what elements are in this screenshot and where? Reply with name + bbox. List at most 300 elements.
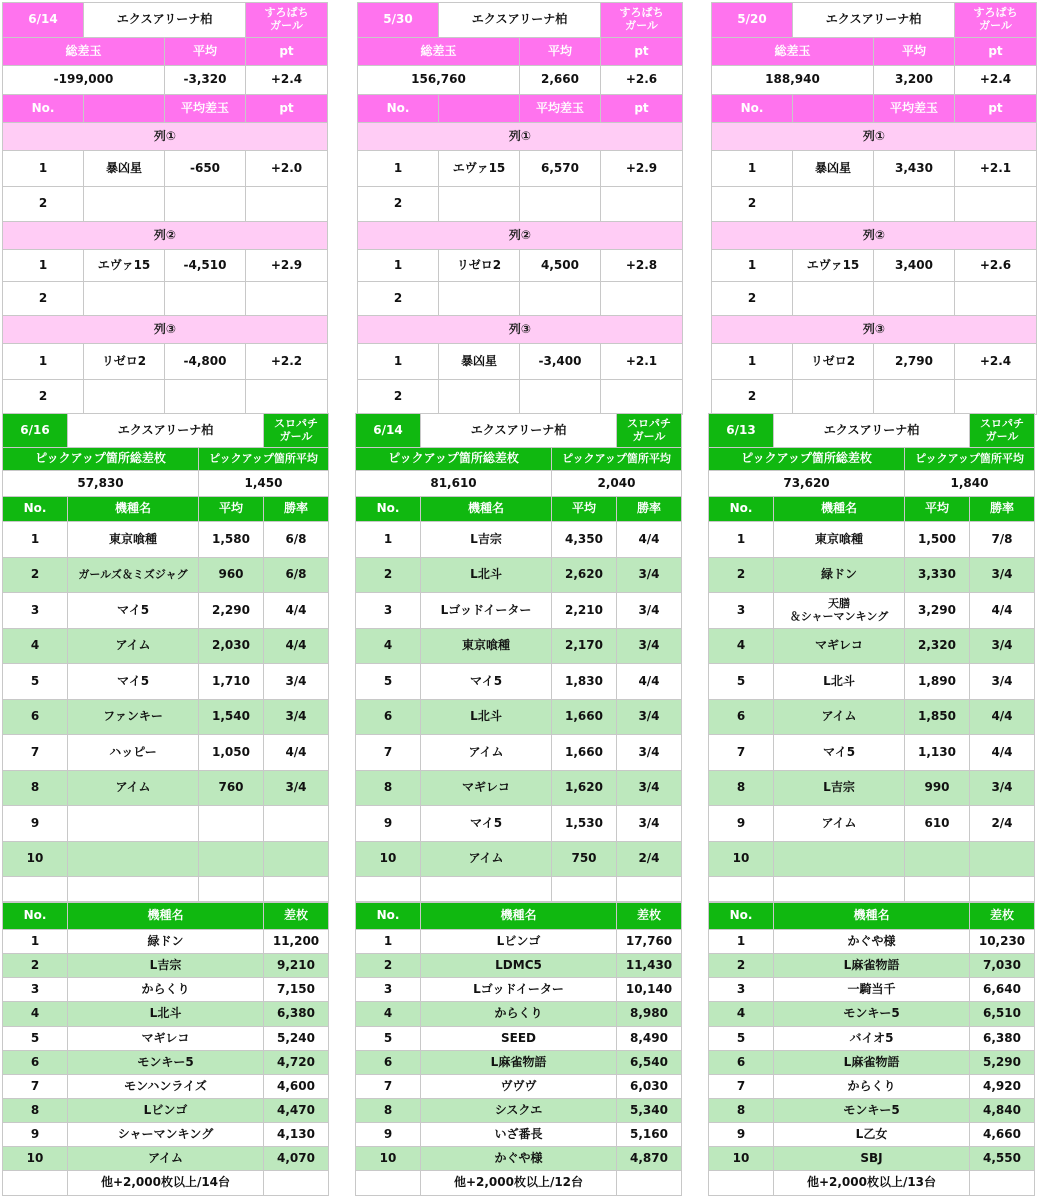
- table-cell: 1,620: [552, 771, 617, 806]
- table-row: [356, 558, 682, 593]
- table-row: [712, 151, 1037, 187]
- table-row: [3, 250, 328, 282]
- ranking-row: [356, 954, 682, 978]
- column-header: 平均差玉: [874, 95, 955, 123]
- summary-value-row: [358, 66, 683, 95]
- column-header: 機種名: [421, 497, 552, 522]
- column-header-row: [358, 95, 683, 123]
- total-diff-value: 73,620: [709, 471, 905, 497]
- table-cell: [84, 380, 165, 415]
- table-cell: [165, 282, 246, 316]
- table-cell: 3/4: [617, 629, 682, 664]
- table-cell: 4/4: [970, 593, 1035, 629]
- table-cell: [955, 187, 1037, 222]
- table-cell: [199, 806, 264, 842]
- column-header: No.: [712, 95, 793, 123]
- table-cell: [793, 380, 874, 415]
- table-cell: 1,580: [199, 522, 264, 558]
- empty-cell: [709, 877, 774, 902]
- table-cell: モンキー5: [774, 1002, 970, 1027]
- summary-header: pt: [246, 38, 328, 66]
- table-row: [3, 558, 329, 593]
- table-cell: 1: [356, 522, 421, 558]
- table-cell: 2: [358, 282, 439, 316]
- table-cell: 7,030: [970, 954, 1035, 978]
- table-cell: [439, 380, 520, 415]
- column-header: 差枚: [970, 903, 1035, 930]
- table-cell: 6,510: [970, 1002, 1035, 1027]
- table-cell: 5: [356, 1027, 421, 1051]
- column-header: 平均: [905, 497, 970, 522]
- table-cell: [199, 842, 264, 877]
- table-cell: -4,800: [165, 344, 246, 380]
- row-group-label: 列②: [712, 222, 1037, 250]
- table-cell: マイ5: [68, 664, 199, 700]
- table-cell: L麻雀物語: [774, 1051, 970, 1075]
- column-header: [439, 95, 520, 123]
- table-cell: L吉宗: [68, 954, 264, 978]
- store-name: エクスアリーナ柏: [68, 414, 264, 448]
- table-cell: 6,380: [970, 1027, 1035, 1051]
- panel-header: [3, 414, 329, 448]
- table-cell: 3: [709, 978, 774, 1002]
- table-cell: 6: [3, 700, 68, 735]
- table-cell: [601, 187, 683, 222]
- average-value: 2,040: [552, 471, 682, 497]
- table-cell: [601, 380, 683, 415]
- ranking-row: [3, 978, 329, 1002]
- table-row: [3, 282, 328, 316]
- table-cell: 9: [3, 1123, 68, 1147]
- table-cell: リゼロ2: [793, 344, 874, 380]
- total-diff-value: 57,830: [3, 471, 199, 497]
- ranking-row: [709, 1123, 1035, 1147]
- ranking-row: [356, 1051, 682, 1075]
- column-header: [84, 95, 165, 123]
- group-label-row: [3, 222, 328, 250]
- column-header: 平均: [199, 497, 264, 522]
- table-cell: 1,500: [905, 522, 970, 558]
- table-cell: +2.1: [955, 151, 1037, 187]
- ranking-row: [709, 954, 1035, 978]
- tag-label: スロパチ ガール: [970, 414, 1035, 448]
- average-value: 2,660: [520, 66, 601, 95]
- table-cell: 3/4: [264, 664, 329, 700]
- table-cell: +2.0: [246, 151, 328, 187]
- table-cell: 4: [356, 629, 421, 664]
- table-row: [712, 344, 1037, 380]
- table-row: [356, 842, 682, 877]
- column-header: 機種名: [774, 903, 970, 930]
- table-cell: 6: [709, 1051, 774, 1075]
- ranking-row: [3, 954, 329, 978]
- table-cell: 1,540: [199, 700, 264, 735]
- summary-header-row: [3, 38, 328, 66]
- summary-value-row: [3, 471, 329, 497]
- date-cell: 6/14: [3, 3, 84, 38]
- group-label-row: [358, 123, 683, 151]
- table-row: [356, 735, 682, 771]
- table-cell: [439, 187, 520, 222]
- table-cell: 7: [356, 1075, 421, 1099]
- table-cell: 2: [3, 954, 68, 978]
- table-row: [712, 187, 1037, 222]
- table-cell: 2: [712, 380, 793, 415]
- summary-header: ピックアップ箇所総差枚: [3, 448, 199, 471]
- table-cell: 10: [356, 842, 421, 877]
- table-cell: 9: [709, 806, 774, 842]
- table-cell: [439, 282, 520, 316]
- table-cell: L麻雀物語: [421, 1051, 617, 1075]
- table-cell: エヴァ15: [793, 250, 874, 282]
- table-cell: 4,130: [264, 1123, 329, 1147]
- table-cell: 2,290: [199, 593, 264, 629]
- table-cell: L麻雀物語: [774, 954, 970, 978]
- table-cell: 4/4: [617, 522, 682, 558]
- table-row: [709, 700, 1035, 735]
- table-cell: LDMC5: [421, 954, 617, 978]
- ranking-row: [356, 1147, 682, 1171]
- table-cell: 7: [709, 735, 774, 771]
- table-cell: [520, 282, 601, 316]
- table-cell: L北斗: [421, 558, 552, 593]
- summary-header: ピックアップ箇所平均: [905, 448, 1035, 471]
- column-header: 差枚: [617, 903, 682, 930]
- table-cell: 2,030: [199, 629, 264, 664]
- column-header: No.: [356, 497, 421, 522]
- table-cell: 1: [358, 250, 439, 282]
- table-cell: 3: [709, 593, 774, 629]
- table-cell: 10: [3, 842, 68, 877]
- panel-header: [3, 3, 328, 38]
- group-label-row: [3, 123, 328, 151]
- table-cell: 4,470: [264, 1099, 329, 1123]
- table-cell: [793, 282, 874, 316]
- table-cell: 1: [3, 250, 84, 282]
- table-cell: 10,140: [617, 978, 682, 1002]
- table-cell: 1: [3, 930, 68, 954]
- table-cell: 4,840: [970, 1099, 1035, 1123]
- table-cell: +2.2: [246, 344, 328, 380]
- date-cell: 6/16: [3, 414, 68, 448]
- table-row: [3, 700, 329, 735]
- table-cell: 暴凶星: [439, 344, 520, 380]
- table-cell: 2: [358, 380, 439, 415]
- table-cell: 2: [356, 954, 421, 978]
- top-panel-2: [357, 2, 683, 415]
- table-cell: 5,240: [264, 1027, 329, 1051]
- table-row: [709, 558, 1035, 593]
- table-row: [3, 522, 329, 558]
- ranking-row: [356, 1099, 682, 1123]
- column-header: 勝率: [970, 497, 1035, 522]
- table-row: [3, 735, 329, 771]
- table-cell: -3,400: [520, 344, 601, 380]
- table-cell: 5: [3, 664, 68, 700]
- table-cell: 3/4: [970, 771, 1035, 806]
- group-label-row: [358, 222, 683, 250]
- table-cell: からくり: [774, 1075, 970, 1099]
- table-cell: 11,200: [264, 930, 329, 954]
- summary-header-row: [3, 448, 329, 471]
- table-cell: 3/4: [264, 700, 329, 735]
- column-header: 勝率: [264, 497, 329, 522]
- table-row: [3, 344, 328, 380]
- table-cell: SBJ: [774, 1147, 970, 1171]
- spacer-row: [356, 877, 682, 902]
- footer-note: 他+2,000枚以上/14台: [68, 1171, 264, 1196]
- table-row: [356, 593, 682, 629]
- store-name: エクスアリーナ柏: [84, 3, 246, 38]
- table-cell: リゼロ2: [439, 250, 520, 282]
- ranking-row: [709, 1147, 1035, 1171]
- ranking-row: [3, 930, 329, 954]
- table-cell: 9: [356, 806, 421, 842]
- table-row: [358, 151, 683, 187]
- empty-cell: [970, 877, 1035, 902]
- table-cell: 6: [3, 1051, 68, 1075]
- footer-row: [709, 1171, 1035, 1196]
- table-cell: 2: [3, 187, 84, 222]
- column-header: No.: [3, 95, 84, 123]
- table-cell: 3/4: [617, 700, 682, 735]
- table-cell: 6,380: [264, 1002, 329, 1027]
- table-cell: 7,150: [264, 978, 329, 1002]
- table-cell: Lビンゴ: [68, 1099, 264, 1123]
- table-cell: 3,430: [874, 151, 955, 187]
- table-cell: L乙女: [774, 1123, 970, 1147]
- table-cell: 8: [3, 771, 68, 806]
- table-cell: [955, 282, 1037, 316]
- summary-value-row: [356, 471, 682, 497]
- table-cell: -650: [165, 151, 246, 187]
- table-cell: [246, 282, 328, 316]
- ranking-row: [3, 1051, 329, 1075]
- summary-header-row: [709, 448, 1035, 471]
- table-cell: 9: [709, 1123, 774, 1147]
- summary-header-row: [358, 38, 683, 66]
- table-row: [709, 629, 1035, 664]
- table-row: [709, 842, 1035, 877]
- group-label-row: [712, 123, 1037, 151]
- pt-value: +2.4: [955, 66, 1037, 95]
- table-cell: 7: [3, 1075, 68, 1099]
- panel-header: [356, 414, 682, 448]
- table-row: [3, 771, 329, 806]
- table-cell: 10: [709, 1147, 774, 1171]
- table-row: [3, 593, 329, 629]
- column-header: No.: [3, 497, 68, 522]
- group-label-row: [712, 316, 1037, 344]
- table-cell: 5,290: [970, 1051, 1035, 1075]
- summary-header: 総差玉: [358, 38, 520, 66]
- column-header: pt: [601, 95, 683, 123]
- table-row: [3, 842, 329, 877]
- table-cell: +2.9: [601, 151, 683, 187]
- table-cell: 3,400: [874, 250, 955, 282]
- table-cell: +2.1: [601, 344, 683, 380]
- table-cell: 3/4: [617, 771, 682, 806]
- row-group-label: 列③: [3, 316, 328, 344]
- empty-cell: [774, 877, 905, 902]
- date-cell: 6/13: [709, 414, 774, 448]
- table-cell: 9,210: [264, 954, 329, 978]
- ranking-row: [709, 1027, 1035, 1051]
- column-header: No.: [709, 497, 774, 522]
- table-cell: 610: [905, 806, 970, 842]
- table-cell: 4: [709, 629, 774, 664]
- column-header: 平均差玉: [165, 95, 246, 123]
- table-cell: 1,050: [199, 735, 264, 771]
- table-cell: エヴァ15: [439, 151, 520, 187]
- column-header: No.: [709, 903, 774, 930]
- ranking-row: [356, 930, 682, 954]
- table-cell: 5: [709, 1027, 774, 1051]
- ranking-table-1: [2, 902, 329, 1196]
- table-cell: 8: [3, 1099, 68, 1123]
- table-cell: 2: [712, 282, 793, 316]
- store-name: エクスアリーナ柏: [793, 3, 955, 38]
- column-header: pt: [955, 95, 1037, 123]
- table-row: [709, 593, 1035, 629]
- table-cell: 4/4: [264, 735, 329, 771]
- ranking-header-row: [356, 903, 682, 930]
- table-cell: エヴァ15: [84, 250, 165, 282]
- table-cell: Lビンゴ: [421, 930, 617, 954]
- table-cell: 3,330: [905, 558, 970, 593]
- summary-value-row: [709, 471, 1035, 497]
- table-cell: [874, 187, 955, 222]
- table-cell: 8: [709, 771, 774, 806]
- table-cell: 3: [3, 978, 68, 1002]
- table-cell: 7/8: [970, 522, 1035, 558]
- table-cell: 3/4: [970, 664, 1035, 700]
- table-cell: 2/4: [970, 806, 1035, 842]
- table-cell: 7: [3, 735, 68, 771]
- ranking-row: [3, 1027, 329, 1051]
- spacer-row: [3, 877, 329, 902]
- table-cell: 9: [356, 1123, 421, 1147]
- empty-cell: [356, 877, 421, 902]
- column-header: 機種名: [68, 903, 264, 930]
- total-diff-value: 81,610: [356, 471, 552, 497]
- column-header: 機種名: [68, 497, 199, 522]
- footer-row: [356, 1171, 682, 1196]
- table-cell: [905, 842, 970, 877]
- summary-value-row: [712, 66, 1037, 95]
- group-label-row: [3, 316, 328, 344]
- table-row: [709, 806, 1035, 842]
- summary-header: 平均: [165, 38, 246, 66]
- table-row: [709, 771, 1035, 806]
- store-name: エクスアリーナ柏: [439, 3, 601, 38]
- table-cell: 2: [3, 380, 84, 415]
- table-row: [712, 250, 1037, 282]
- column-header: 差枚: [264, 903, 329, 930]
- table-cell: 東京喰種: [421, 629, 552, 664]
- table-cell: 3/4: [617, 735, 682, 771]
- panel-header: [709, 414, 1035, 448]
- column-header: No.: [356, 903, 421, 930]
- table-cell: [84, 187, 165, 222]
- average-value: 1,450: [199, 471, 329, 497]
- table-cell: 1,830: [552, 664, 617, 700]
- bottom-panel-3: [708, 413, 1035, 902]
- column-header-row: [3, 95, 328, 123]
- table-cell: 3/4: [970, 629, 1035, 664]
- table-cell: アイム: [68, 1147, 264, 1171]
- average-value: -3,320: [165, 66, 246, 95]
- table-cell: SEED: [421, 1027, 617, 1051]
- table-cell: 1: [712, 344, 793, 380]
- summary-header: ピックアップ箇所総差枚: [356, 448, 552, 471]
- table-cell: 990: [905, 771, 970, 806]
- table-cell: 1: [3, 522, 68, 558]
- table-row: [3, 629, 329, 664]
- table-cell: マイ5: [421, 806, 552, 842]
- summary-header-row: [712, 38, 1037, 66]
- empty-cell: [264, 877, 329, 902]
- table-cell: 1: [358, 151, 439, 187]
- table-cell: マギレコ: [774, 629, 905, 664]
- table-cell: [955, 380, 1037, 415]
- column-header-row: [356, 497, 682, 522]
- table-cell: 2/4: [617, 842, 682, 877]
- footer-note: 他+2,000枚以上/12台: [421, 1171, 617, 1196]
- column-header: 機種名: [774, 497, 905, 522]
- table-cell: 9: [3, 806, 68, 842]
- summary-header: ピックアップ箇所平均: [199, 448, 329, 471]
- row-group-label: 列①: [358, 123, 683, 151]
- table-cell: 1: [712, 250, 793, 282]
- ranking-row: [356, 1002, 682, 1027]
- ranking-row: [356, 978, 682, 1002]
- table-cell: 3: [356, 978, 421, 1002]
- summary-header: 総差玉: [3, 38, 165, 66]
- table-cell: [246, 187, 328, 222]
- table-cell: [246, 380, 328, 415]
- table-cell: 4,720: [264, 1051, 329, 1075]
- group-label-row: [712, 222, 1037, 250]
- table-cell: 2,170: [552, 629, 617, 664]
- table-row: [3, 151, 328, 187]
- table-cell: モンハンライズ: [68, 1075, 264, 1099]
- date-cell: 5/30: [358, 3, 439, 38]
- summary-value-row: [3, 66, 328, 95]
- table-cell: 960: [199, 558, 264, 593]
- ranking-row: [3, 1123, 329, 1147]
- column-header: 平均差玉: [520, 95, 601, 123]
- table-cell: 750: [552, 842, 617, 877]
- row-group-label: 列③: [712, 316, 1037, 344]
- table-cell: [165, 187, 246, 222]
- table-cell: 1: [709, 930, 774, 954]
- table-row: [3, 664, 329, 700]
- table-cell: 1: [3, 344, 84, 380]
- table-row: [356, 771, 682, 806]
- empty-cell: [264, 1171, 329, 1196]
- ranking-row: [709, 1051, 1035, 1075]
- table-cell: 4/4: [970, 735, 1035, 771]
- empty-cell: [3, 1171, 68, 1196]
- table-cell: ガールズ＆ミズジャグ: [68, 558, 199, 593]
- empty-cell: [68, 877, 199, 902]
- bottom-panel-2: [355, 413, 682, 902]
- table-cell: 5,160: [617, 1123, 682, 1147]
- table-cell: [520, 187, 601, 222]
- table-cell: 暴凶星: [793, 151, 874, 187]
- summary-header: 総差玉: [712, 38, 874, 66]
